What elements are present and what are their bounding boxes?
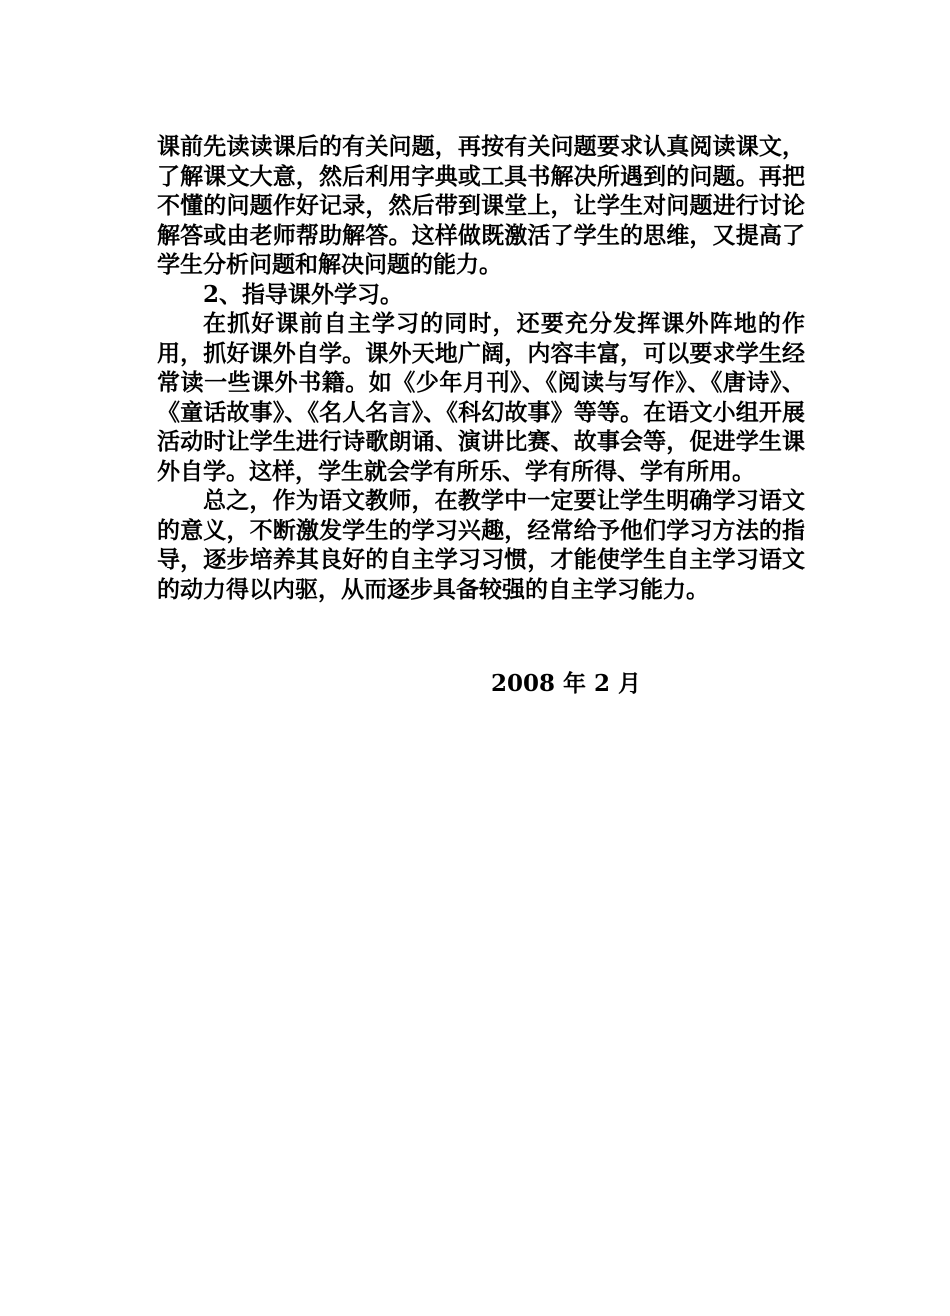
paragraph-extracurricular: 在抓好课前自主学习的同时，还要充分发挥课外阵地的作用，抓好课外自学。课外天地广阔，内容丰富，可以要求学生经常读一些课外书籍。如《少年月刊》、《阅读与写作》、《唐诗》、《童话故事》、《名人名言》、《科幻故事》等等。在语文小组开展活动时让学生进行诗歌朗诵、演讲比赛、故事会等，促进学生课外自学。这样，学生就会学有所乐、学有所得、学有所用。	[157, 310, 805, 485]
section-heading-extracurricular: 2、指导课外学习。	[203, 280, 404, 308]
document-date: 2008 年 2 月	[491, 670, 642, 697]
paragraph-continuation: 课前先读读课后的有关问题，再按有关问题要求认真阅读课文，了解课文大意，然后利用字典或工具书解决所遇到的问题。再把不懂的问题作好记录，然后带到课堂上，让学生对问题进行讨论解答或由老师帮助解答。这样做既激活了学生的思维，又提高了学生分析问题和解决问题的能力。	[157, 133, 805, 278]
paragraph-conclusion: 总之，作为语文教师，在教学中一定要让学生明确学习语文的意义，不断激发学生的学习兴趣，经常给予他们学习方法的指导，逐步培养其良好的自主学习习惯，才能使学生自主学习语文的动力得以内驱，从而逐步具备较强的自主学习能力。	[157, 487, 805, 603]
body-text	[157, 132, 805, 604]
